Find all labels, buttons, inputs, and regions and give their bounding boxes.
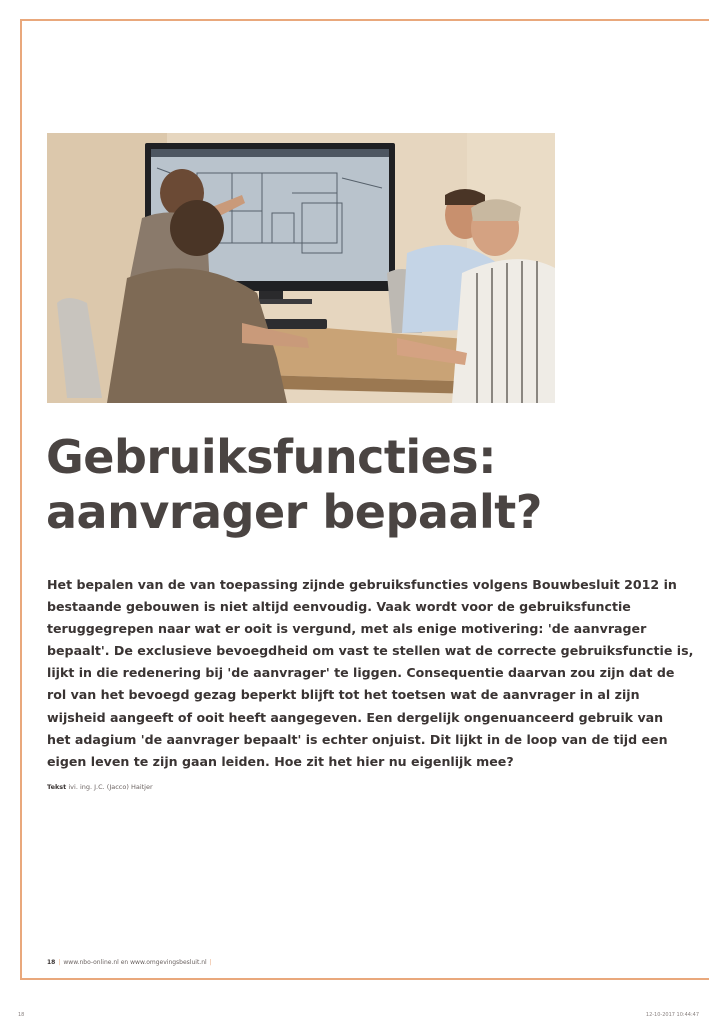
page-footer xyxy=(47,959,215,966)
footer-separator: | xyxy=(209,959,212,966)
article-title xyxy=(46,430,666,540)
article-intro xyxy=(47,574,694,773)
article-photo-meeting-screen xyxy=(47,133,555,403)
footer-url: www.nbo-online.nl en www.omgevingsbesluit.nl xyxy=(63,959,207,966)
byline-author: ivi. ing. J.C. (Jacco) Haitjer xyxy=(68,783,153,791)
article-byline xyxy=(47,783,153,791)
footer-separator: | xyxy=(58,959,61,966)
print-mark-right: 12-10-2017 10:44:47 xyxy=(645,1012,699,1018)
intro-line: Het bepalen van de van toepassing zijnde gebruiksfuncties volgens Bouwbesluit 2012 in xyxy=(47,577,677,592)
page-number: 18 xyxy=(47,959,56,966)
article-title-line: aanvrager bepaalt? xyxy=(46,485,542,539)
byline-label: Tekst xyxy=(47,783,67,791)
intro-line: bepaalt'. De exclusieve bevoegdheid om vast te stellen wat de correcte gebruiksfunctie is, xyxy=(47,643,694,659)
intro-line: rol van het bevoegd gezag beperkt blijft tot het toetsen wat de aanvrager in al zijn xyxy=(47,687,640,703)
intro-line: lijkt in die redenering bij 'de aanvrager' te liggen. Consequentie daarvan zou zijn dat de xyxy=(47,665,675,681)
intro-line: eigen leven te zijn gaan leiden. Hoe zit het hier nu eigenlijk mee? xyxy=(47,753,514,769)
intro-line: wijsheid aangeeft of ooit heeft aangegeven. Een dergelijk ongenuanceerd gebruik van xyxy=(47,709,664,725)
intro-line: teruggegrepen naar wat er ooit is vergund, met als enige motivering: 'de aanvrager xyxy=(47,621,647,637)
article-title-line: Gebruiksfuncties: xyxy=(46,430,497,484)
intro-line: het adagium 'de aanvrager bepaalt' is echter onjuist. Dit lijkt in de loop van de tijd een xyxy=(47,731,668,747)
print-mark-left: 18 xyxy=(18,1012,25,1018)
intro-line: bestaande gebouwen is niet altijd eenvoudig. Vaak wordt voor de gebruiksfunctie xyxy=(47,599,631,615)
